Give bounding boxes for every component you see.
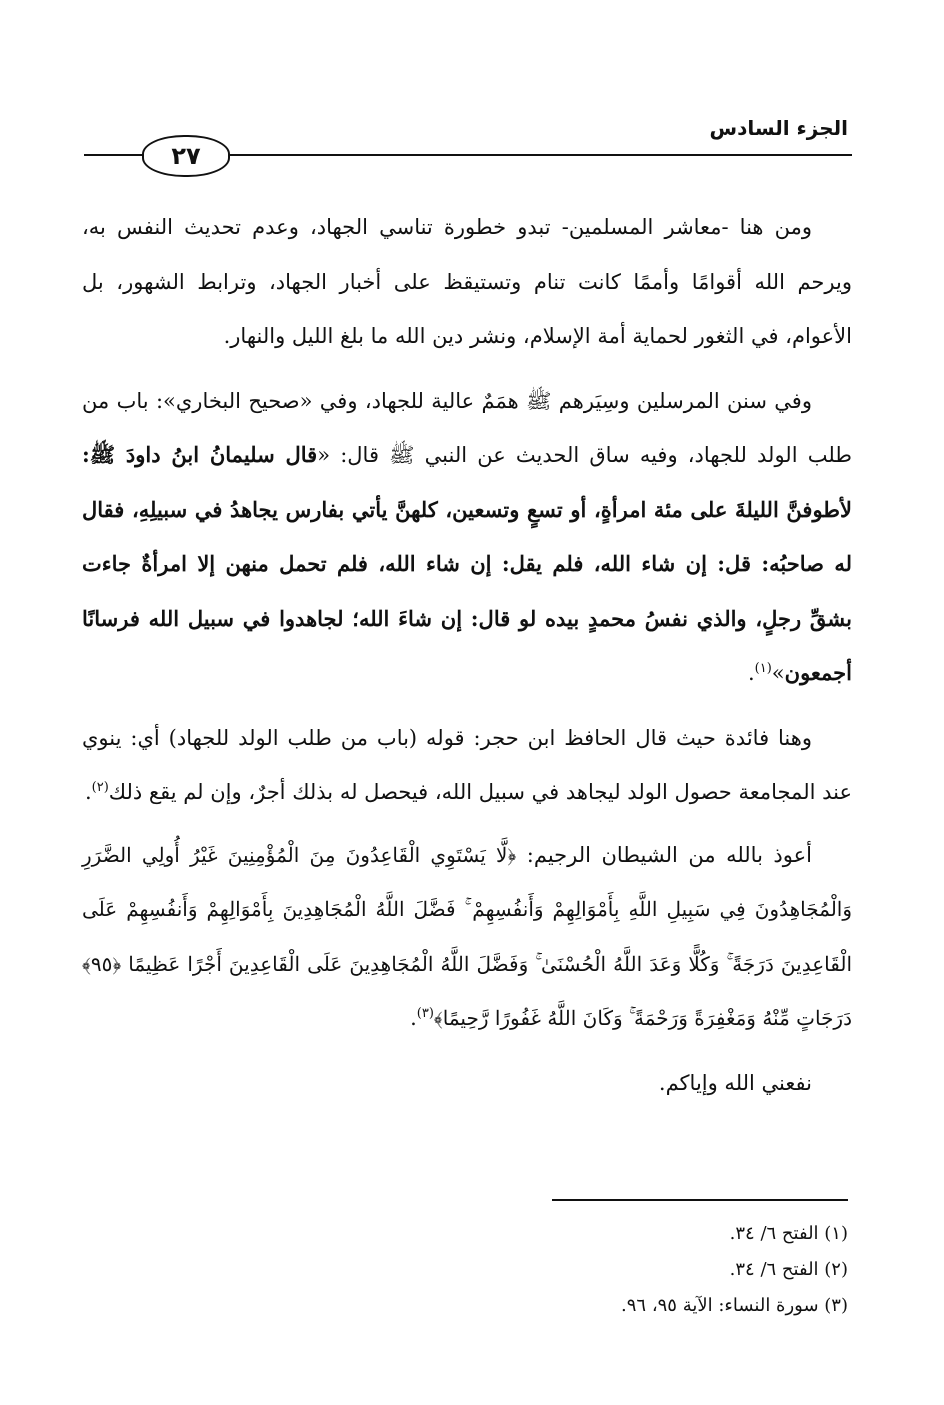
page-number: ٢٧ <box>142 135 230 177</box>
paragraph-4-end: . <box>410 1006 417 1030</box>
footnote-ref-2: (٢) <box>91 780 109 795</box>
paragraph-2-end: . <box>747 661 755 685</box>
paragraph-2-intro: وفي سنن المرسلين وسِيَرهم ﷺ همَمٌ عالية للجهاد، وفي «صحيح البخاري»: باب من طلب الولد للجهاد، وفيه ساق الحديث عن النبي ﷺ قال: « <box>82 388 852 467</box>
hadith-text: قال سليمانُ ابنُ داودَ ﷺ: لأطوفنَّ الليلةَ على مئة امرأةٍ، أو تسعٍ وتسعين، كلهنَّ يأتي بفارس يجاهدُ في سبيلِهِ، فقال له صاحبُه: قل: إن شاء الله، فلم يقل: إن شاء الله، فلم تحمل منهن إلا امرأةٌ جاءت بشقِّ رجلٍ، والذي نفسُ محمدٍ بيده لو قال: إن شاءَ الله؛ لجاهدوا في سبيل الله فرسانًا أجمعون <box>82 442 852 685</box>
paragraph-3-end: . <box>84 780 92 804</box>
paragraph-4 <box>82 828 852 1046</box>
footnote-1: (١) الفتح ٦/ ٣٤. <box>729 1223 848 1244</box>
paragraph-3-text: وهنا فائدة حيث قال الحافظ ابن حجر: قوله (باب من طلب الولد للجهاد) أي: ينوي عند المجامعة حصول الولد ليجاهد في سبيل الله، فيحصل له بذلك أجرٌ، وإن لم يقع ذلك <box>82 725 852 804</box>
footnote-rule <box>552 1199 848 1201</box>
isti-adha: أعوذ بالله من الشيطان الرجيم: <box>516 842 812 867</box>
footnote-ref-1: (١) <box>754 661 772 676</box>
paragraph-1: ومن هنا -معاشر المسلمين- تبدو خطورة تناسي الجهاد، وعدم تحديث النفس به، ويرحم الله أقوامًا وأممًا كانت تنام وتستيقظ على أخبار الجهاد، وترابط الشهور، بل الأعوام، في الثغور لحماية أمة الإسلام، ونشر دين الله ما بلغ الليل والنهار. <box>82 215 852 348</box>
main-text <box>82 200 852 1120</box>
quran-verse: ﴿لَّا يَسْتَوِي الْقَاعِدُونَ مِنَ الْمُؤْمِنِينَ غَيْرُ أُولِي الضَّرَرِ وَالْمُجَاهِدُونَ فِي سَبِيلِ اللَّهِ بِأَمْوَالِهِمْ وَأَنفُسِهِمْ ۚ فَضَّلَ اللَّهُ الْمُجَاهِدِينَ بِأَمْوَالِهِمْ وَأَنفُسِهِمْ عَلَى الْقَاعِدِينَ دَرَجَةً ۚ وَكُلًّا وَعَدَ اللَّهُ الْحُسْنَىٰ ۚ وَفَضَّلَ اللَّهُ الْمُجَاهِدِينَ عَلَى الْقَاعِدِينَ أَجْرًا عَظِيمًا ﴿٩٥﴾ دَرَجَاتٍ مِّنْهُ وَمَغْفِرَةً وَرَحْمَةً ۚ وَكَانَ اللَّهُ غَفُورًا رَّحِيمًا﴾ <box>82 842 852 1030</box>
footnotes <box>448 1216 848 1324</box>
paragraph-3 <box>82 711 852 820</box>
paragraph-5: نفعني الله وإياكم. <box>658 1070 812 1095</box>
running-title: الجزء السادس <box>709 116 848 140</box>
footnote-2: (٢) الفتح ٦/ ٣٤. <box>729 1259 848 1280</box>
footnote-3: (٣) سورة النساء: الآية ٩٥، ٩٦. <box>621 1295 848 1316</box>
hadith-close-quote: » <box>771 661 785 685</box>
footnote-ref-3: (٣) <box>416 1006 434 1021</box>
paragraph-2 <box>82 374 852 701</box>
